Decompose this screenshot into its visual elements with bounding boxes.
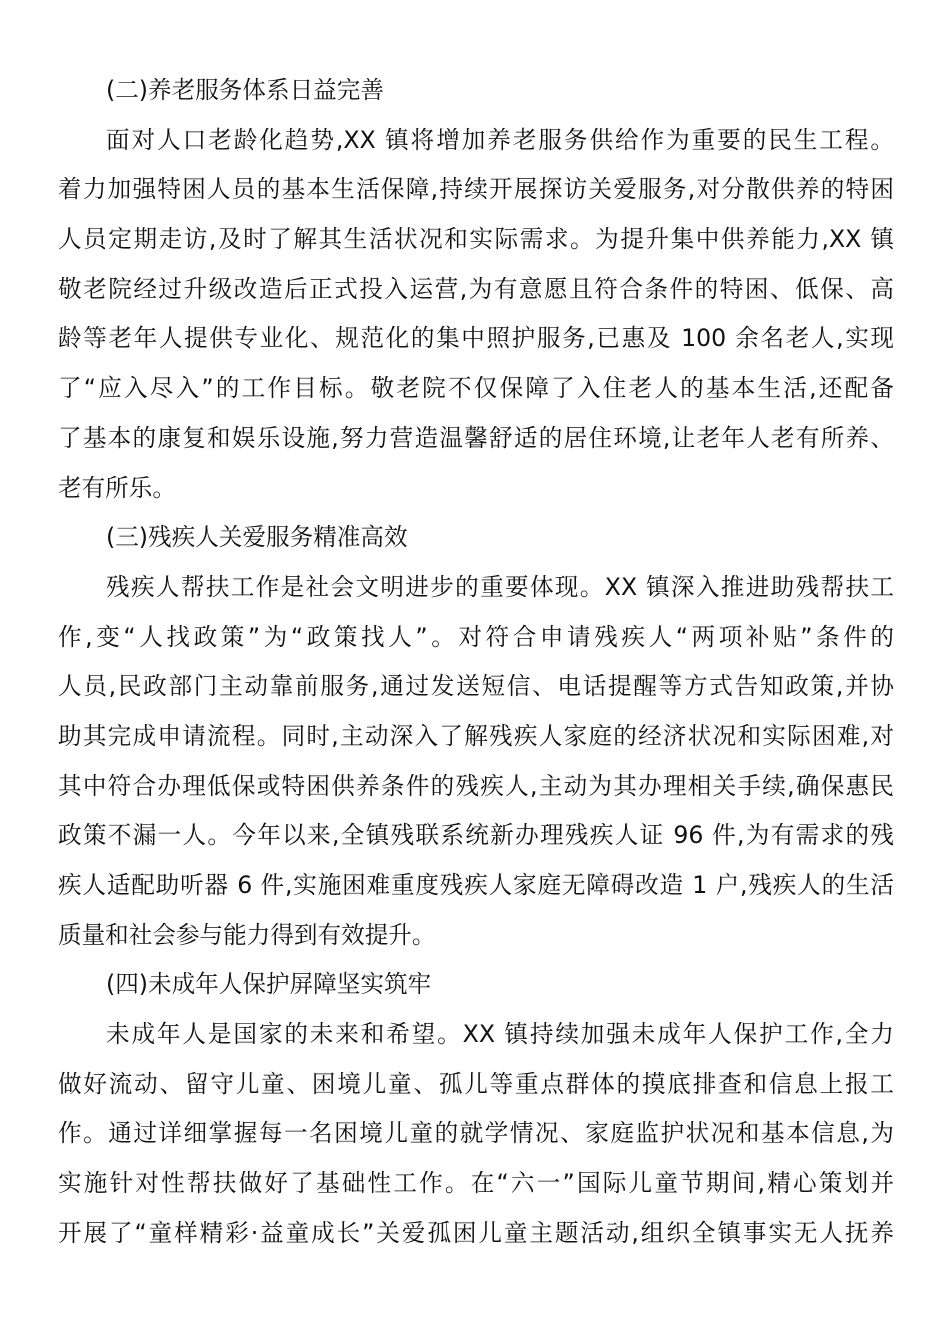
paragraph-line: 其中符合办理低保或特困供养条件的残疾人,主动为其办理相关手续,确保惠民 [58,771,894,800]
paragraph-line: 着力加强特困人员的基本生活保障,持续开展探访关爱服务,对分散供养的特困 [58,175,894,204]
paragraph-line: 了“应入尽入”的工作目标。敬老院不仅保障了入住老人的基本生活,还配备 [58,374,894,403]
paragraph-line: 未成年人是国家的未来和希望。XX 镇持续加强未成年人保护工作,全力 [106,1020,894,1049]
paragraph-line: 实施针对性帮扶做好了基础性工作。在“六一”国际儿童节期间,精心策划并 [58,1169,894,1198]
paragraph-line: 政策不漏一人。今年以来,全镇残联系统新办理残疾人证 96 件,为有需求的残 [58,821,894,850]
paragraph-line: 面对人口老龄化趋势,XX 镇将增加养老服务供给作为重要的民生工程。 [106,125,894,154]
section-heading-disability-care: (三)残疾人关爱服务精准高效 [106,523,408,552]
paragraph-line: 开展了“童样精彩·益童成长”关爱孤困儿童主题活动,组织全镇事实无人抚养 [58,1218,894,1247]
paragraph-line: 作。通过详细掌握每一名困境儿童的就学情况、家庭监护状况和基本信息,为 [58,1119,894,1148]
paragraph-line: 敬老院经过升级改造后正式投入运营,为有意愿且符合条件的特困、低保、高 [58,274,894,303]
paragraph-line: 质量和社会参与能力得到有效提升。 [58,920,436,949]
paragraph-line: 人员定期走访,及时了解其生活状况和实际需求。为提升集中供养能力,XX 镇 [58,225,894,254]
document-page [58,66,894,1259]
paragraph-line: 了基本的康复和娱乐设施,努力营造温馨舒适的居住环境,让老年人老有所养、 [58,423,894,452]
paragraph-line: 做好流动、留守儿童、困境儿童、孤儿等重点群体的摸底排查和信息上报工 [58,1069,894,1098]
paragraph-line: 助其完成申请流程。同时,主动深入了解残疾人家庭的经济状况和实际困难,对 [58,721,894,750]
paragraph-line: 疾人适配助听器 6 件,实施困难重度残疾人家庭无障碍改造 1 户,残疾人的生活 [58,871,894,899]
paragraph-line: 人员,民政部门主动靠前服务,通过发送短信、电话提醒等方式告知政策,并协 [58,672,894,701]
paragraph-disability-care [58,563,894,961]
paragraph-line: 老有所乐。 [58,473,176,502]
paragraph-line: 作,变“人找政策”为“政策找人”。对符合申请残疾人“两项补贴”条件的 [58,622,894,651]
section-heading-minor-protection: (四)未成年人保护屏障坚实筑牢 [106,970,432,999]
section-heading-elderly-care: (二)养老服务体系日益完善 [106,76,384,104]
paragraph-elderly-care [58,116,894,514]
paragraph-line: 龄等老年人提供专业化、规范化的集中照护服务,已惠及 100 余名老人,实现 [58,324,894,353]
paragraph-minor-protection [58,1010,894,1258]
paragraph-line: 残疾人帮扶工作是社会文明进步的重要体现。XX 镇深入推进助残帮扶工 [106,572,894,601]
